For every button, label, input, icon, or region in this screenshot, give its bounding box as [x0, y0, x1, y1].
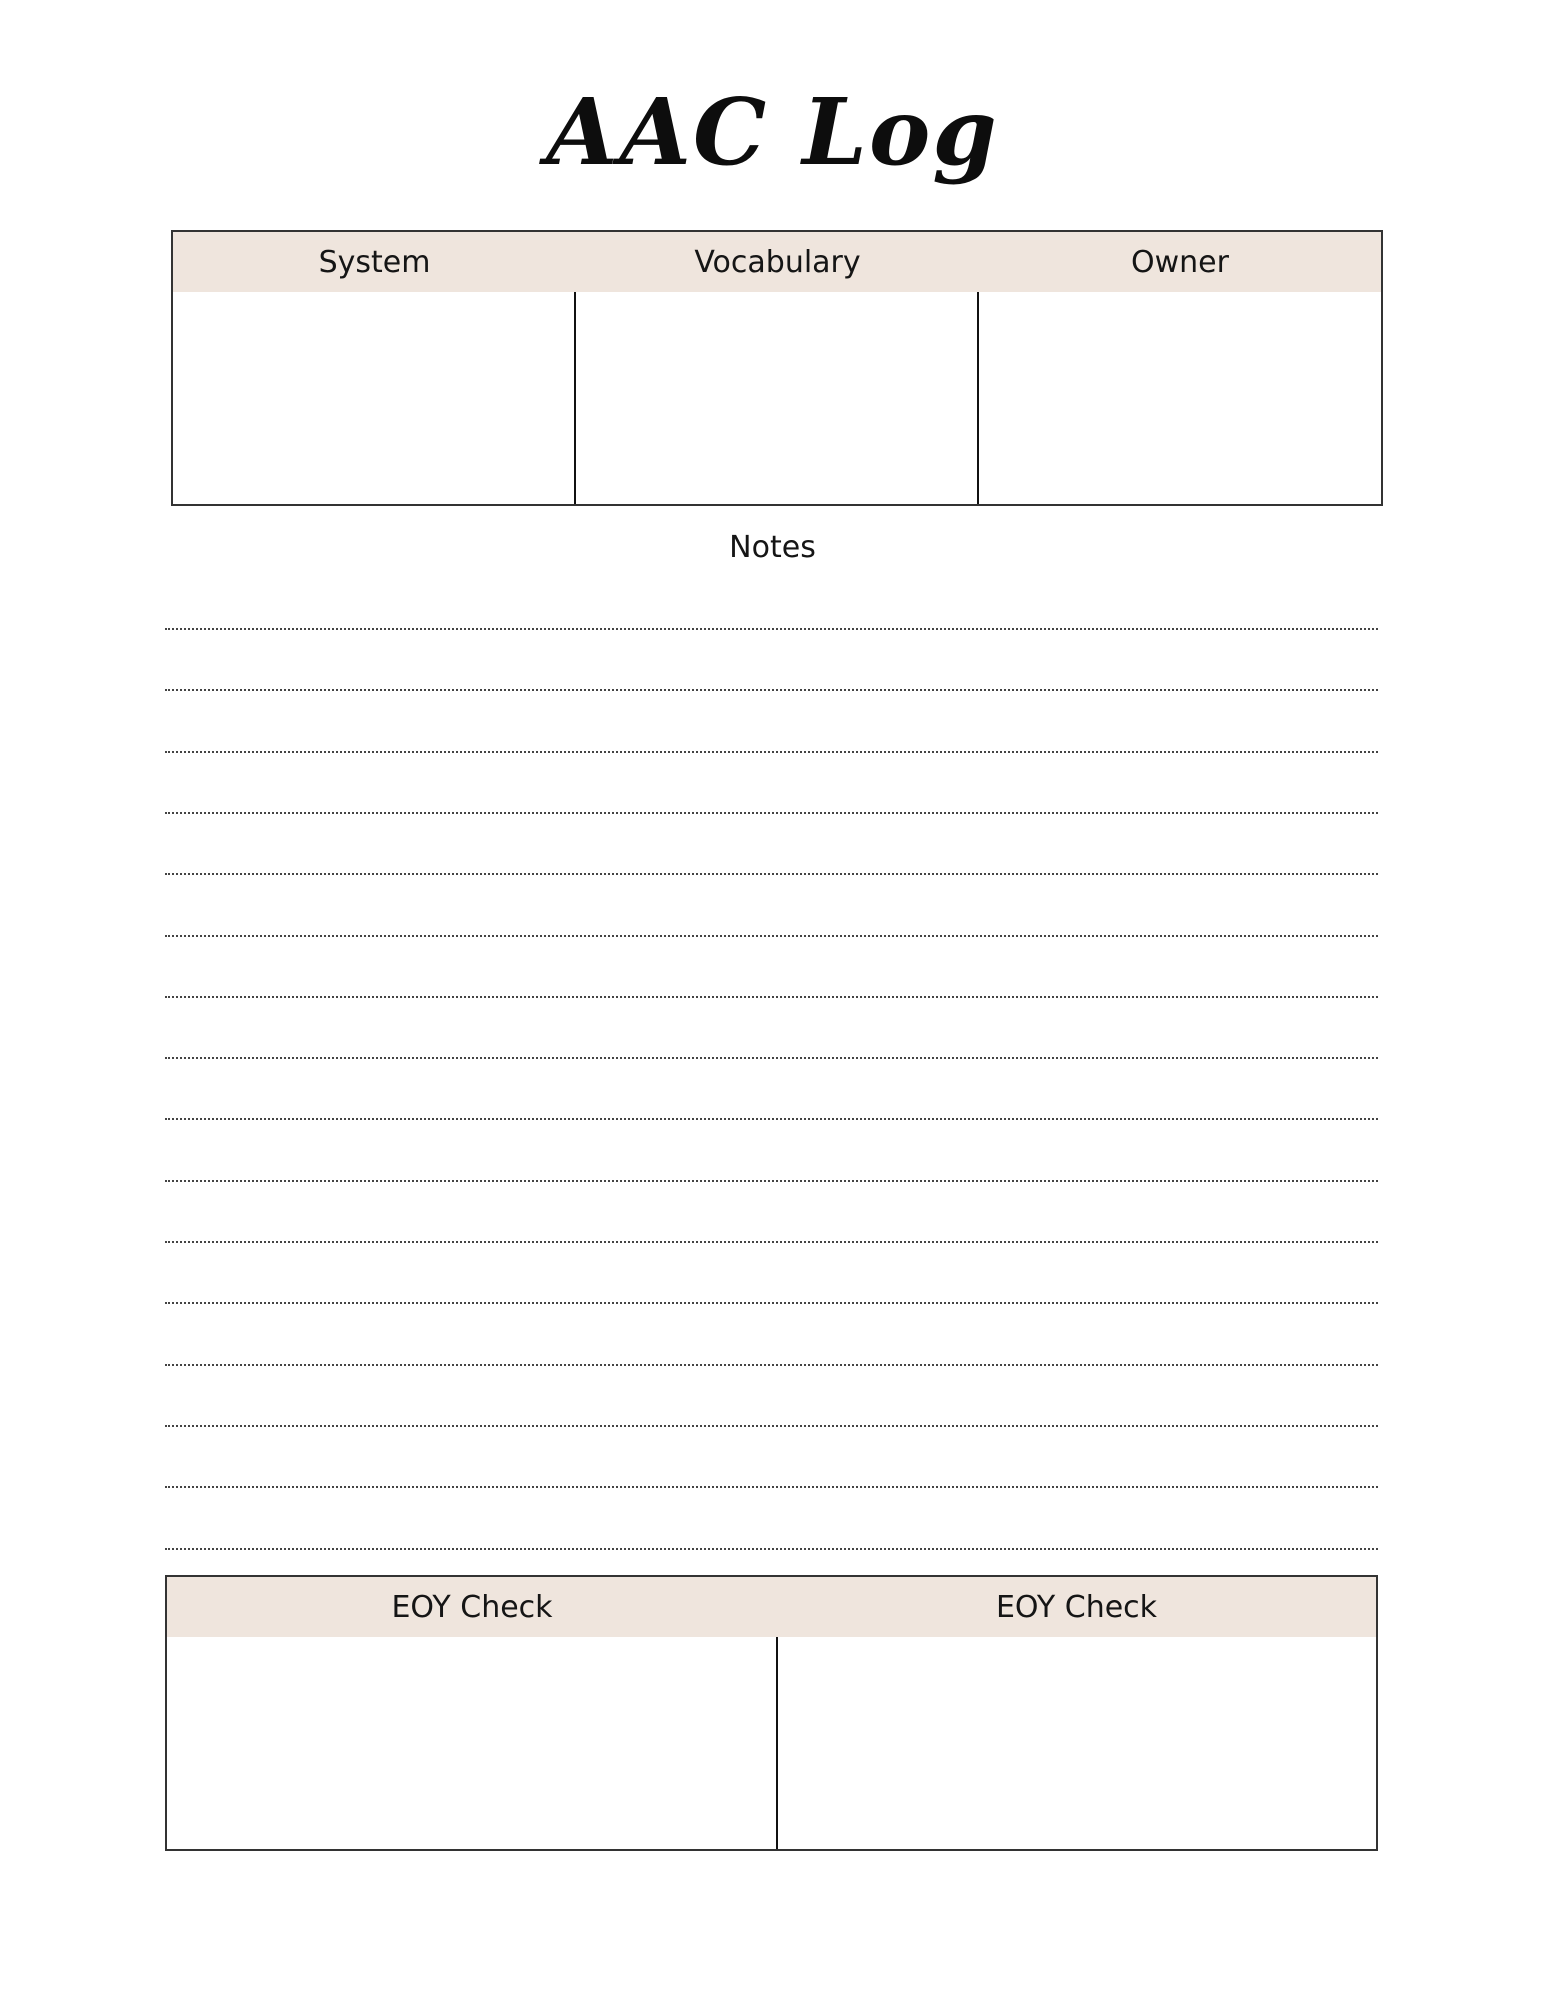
note-line[interactable]	[165, 812, 1378, 814]
notes-label: Notes	[729, 530, 816, 565]
note-line[interactable]	[165, 935, 1378, 937]
eoy-check-entry-cell-left[interactable]	[167, 1637, 776, 1849]
header-eoy-check-right: EOY Check	[995, 1589, 1158, 1625]
note-line[interactable]	[165, 1486, 1378, 1488]
note-line[interactable]	[165, 1057, 1378, 1059]
eoy-check-table	[165, 1575, 1378, 1851]
eoy-check-entry-cell-right[interactable]	[778, 1637, 1376, 1849]
bottom-table-header	[167, 1577, 1376, 1637]
header-eoy-check-left: EOY Check	[391, 1589, 553, 1625]
note-line[interactable]	[165, 1302, 1378, 1304]
header-owner: Owner	[1131, 244, 1229, 280]
note-line[interactable]	[165, 689, 1378, 691]
note-line[interactable]	[165, 1364, 1378, 1366]
note-line[interactable]	[165, 1118, 1378, 1120]
note-line[interactable]	[165, 751, 1378, 753]
note-line[interactable]	[165, 628, 1378, 630]
note-line[interactable]	[165, 1548, 1378, 1550]
note-line[interactable]	[165, 996, 1378, 998]
header-vocabulary: Vocabulary	[694, 244, 861, 280]
note-line[interactable]	[165, 1241, 1378, 1243]
header-system: System	[318, 244, 431, 280]
page-title: AAC Log	[546, 78, 999, 186]
note-line[interactable]	[165, 1425, 1378, 1427]
note-line[interactable]	[165, 1180, 1378, 1182]
note-line[interactable]	[165, 873, 1378, 875]
